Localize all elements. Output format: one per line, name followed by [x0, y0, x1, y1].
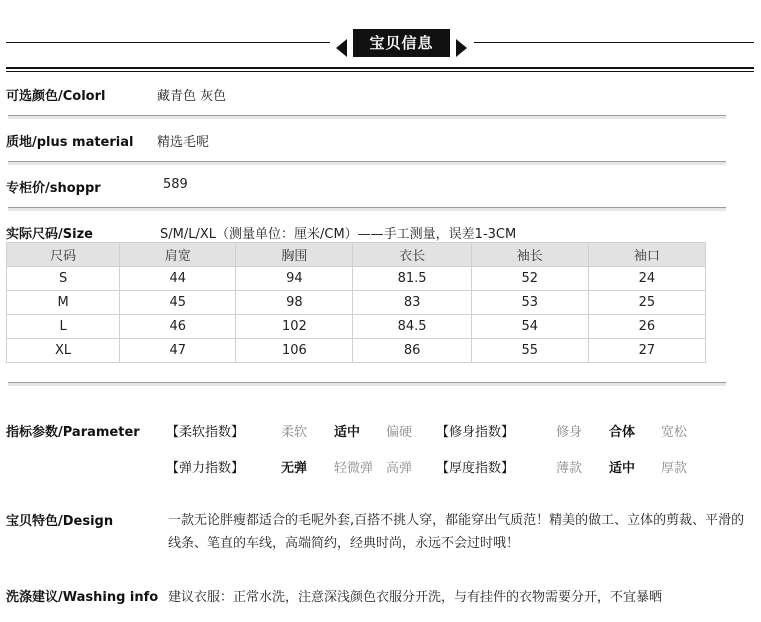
table-row [7, 267, 706, 291]
softness-option: 柔软 [281, 425, 308, 440]
fit-option: 修身 [556, 425, 583, 440]
table-cell: 98 [236, 291, 353, 315]
table-row [7, 291, 706, 315]
divider [8, 382, 726, 386]
fit-option-selected: 合体 [609, 425, 636, 440]
thickness-option: 薄款 [556, 461, 583, 476]
material-label: 质地/plus material [6, 135, 134, 150]
table-header-cell: 袖长 [471, 243, 588, 267]
table-cell: M [7, 291, 120, 315]
table-row [7, 339, 706, 363]
header-line-right [474, 42, 754, 43]
design-label: 宝贝特色/Design [6, 514, 114, 529]
table-cell: 27 [588, 339, 705, 363]
table-cell: 47 [120, 339, 236, 363]
thickness-title: 【厚度指数】 [436, 461, 515, 476]
table-cell: 54 [471, 315, 588, 339]
fit-title: 【修身指数】 [436, 425, 515, 440]
table-cell: 84.5 [353, 315, 471, 339]
section-banner [336, 29, 467, 57]
price-value: 589 [163, 177, 188, 192]
banner-left-arrow-icon [336, 39, 347, 57]
elasticity-option: 轻微弹 [334, 461, 374, 476]
color-label: 可选颜色/Colorl [6, 89, 106, 104]
table-header-cell: 肩宽 [120, 243, 236, 267]
banner-right-arrow-icon [456, 39, 467, 57]
price-label: 专柜价/shoppr [6, 181, 101, 196]
fit-option: 宽松 [661, 425, 688, 440]
section-title: 宝贝信息 [353, 29, 450, 57]
table-header-cell: 尺码 [7, 243, 120, 267]
table-cell: 55 [471, 339, 588, 363]
table-cell: 45 [120, 291, 236, 315]
table-row [7, 315, 706, 339]
divider [8, 115, 726, 119]
elasticity-title: 【弹力指数】 [166, 461, 245, 476]
table-cell: 53 [471, 291, 588, 315]
table-cell: XL [7, 339, 120, 363]
divider [8, 207, 726, 211]
size-label: 实际尺码/Size [6, 227, 93, 242]
color-value: 藏青色 灰色 [157, 89, 227, 104]
table-cell: 26 [588, 315, 705, 339]
table-cell: 46 [120, 315, 236, 339]
softness-option: 偏硬 [386, 425, 413, 440]
table-cell: 81.5 [353, 267, 471, 291]
design-description: 一款无论胖瘦都适合的毛呢外套,百搭不挑人穿，都能穿出气质范！精美的做工、立体的剪裁、平滑的线条、笔直的车线，高端简约，经典时尚，永远不会过时哦！ [168, 513, 745, 551]
material-value: 精选毛呢 [157, 135, 210, 150]
table-cell: S [7, 267, 120, 291]
header-line-left [6, 42, 330, 43]
table-cell: 52 [471, 267, 588, 291]
size-note: S/M/L/XL（测量单位：厘米/CM）——手工测量，误差1-3CM [160, 227, 517, 242]
divider [8, 161, 726, 165]
size-table [6, 242, 706, 363]
top-rule-thin [6, 71, 754, 72]
table-cell: 102 [236, 315, 353, 339]
elasticity-option: 高弹 [386, 461, 413, 476]
table-cell: L [7, 315, 120, 339]
table-cell: 24 [588, 267, 705, 291]
softness-option-selected: 适中 [334, 425, 361, 440]
table-cell: 86 [353, 339, 471, 363]
table-cell: 25 [588, 291, 705, 315]
thickness-option: 厚款 [661, 461, 688, 476]
table-header-cell: 衣长 [353, 243, 471, 267]
top-rule-thick [6, 67, 754, 69]
table-cell: 83 [353, 291, 471, 315]
table-cell: 44 [120, 267, 236, 291]
table-header-cell: 胸围 [236, 243, 353, 267]
parameter-label: 指标参数/Parameter [6, 425, 140, 440]
thickness-option-selected: 适中 [609, 461, 636, 476]
table-header-cell: 袖口 [588, 243, 705, 267]
washing-description: 建议衣服：正常水洗，注意深浅颜色衣服分开洗，与有挂件的衣物需要分开，不宜暴晒 [168, 590, 663, 605]
washing-label: 洗涤建议/Washing info [6, 590, 159, 605]
elasticity-option-selected: 无弹 [281, 461, 308, 476]
softness-title: 【柔软指数】 [166, 425, 245, 440]
table-cell: 94 [236, 267, 353, 291]
table-cell: 106 [236, 339, 353, 363]
table-header-row [7, 243, 706, 267]
